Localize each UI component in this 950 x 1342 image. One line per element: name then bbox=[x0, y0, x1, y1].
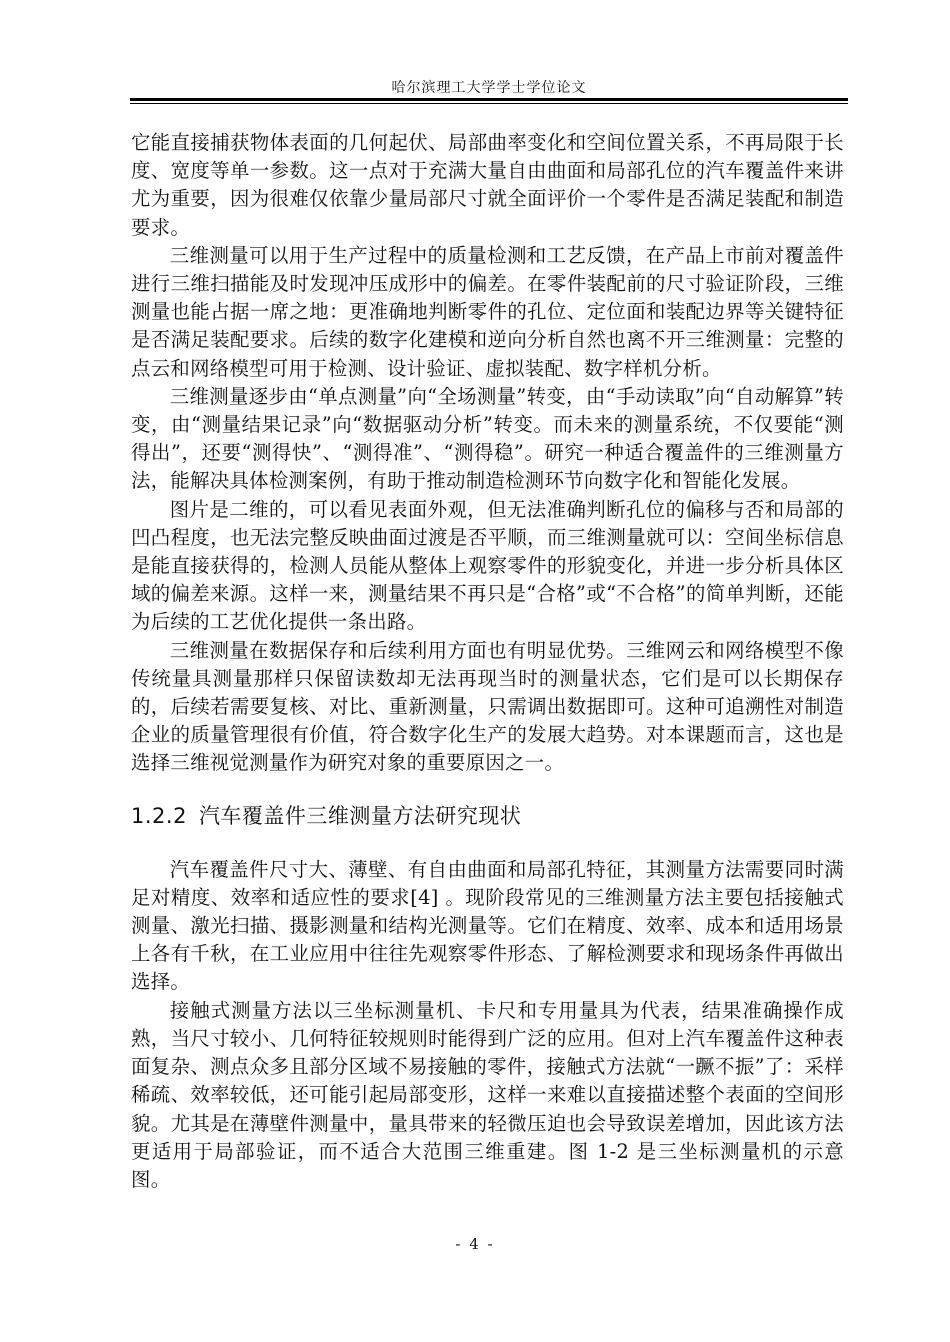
section-title: 汽车覆盖件三维测量方法研究现状 bbox=[198, 803, 522, 828]
section-heading bbox=[131, 800, 844, 830]
paragraph: 三维测量可以用于生产过程中的质量检测和工艺反馈，在产品上市前对覆盖件进行三维扫描能及时发现冲压成形中的偏差。在零件装配前的尺寸验证阶段，三维测量也能占据一席之地：更准确地判断零件的孔位、定位面和装配边界等关键特征是否满足装配要求。后续的数字化建模和逆向分析自然也离不开三维测量：完整的点云和网络模型可用于检测、设计验证、虚拟装配、数字样机分析。 bbox=[131, 243, 844, 380]
paragraph: 汽车覆盖件尺寸大、薄壁、有自由曲面和局部孔特征，其测量方法需要同时满足对精度、效率和适应性的要求[4] 。现阶段常见的三维测量方法主要包括接触式测量、激光扫描、摄影测量和结构光测量等。它们在精度、效率、成本和适用场景上各有千秋，在工业应用中往往先观察零件形态、了解检测要求和现场条件再做出选择。 bbox=[131, 857, 844, 994]
header-rule-thin bbox=[130, 103, 848, 104]
paragraph: 图片是二维的，可以看见表面外观，但无法准确判断孔位的偏移与否和局部的凹凸程度，也无法完整反映曲面过渡是否平顺，而三维测量就可以：空间坐标信息是能直接获得的，检测人员能从整体上观察零件的形貌变化，并进一步分析具体区域的偏差来源。这样一来，测量结果不再只是“合格”或“不合格”的简单判断，还能为后续的工艺优化提供一条出路。 bbox=[131, 497, 844, 634]
paragraph: 三维测量在数据保存和后续利用方面也有明显优势。三维网云和网络模型不像传统量具测量那样只保留读数却无法再现当时的测量状态，它们是可以长期保存的，后续若需要复核、对比、重新测量，只需调出数据即可。这种可追溯性对制造企业的质量管理很有价值，符合数字化生产的发展大趋势。对本课题而言，这也是选择三维视觉测量作为研究对象的重要原因之一。 bbox=[131, 638, 844, 775]
paragraph: 它能直接捕获物体表面的几何起伏、局部曲率变化和空间位置关系，不再局限于长度、宽度等单一参数。这一点对于充满大量自由曲面和局部孔位的汽车覆盖件来讲尤为重要，因为很难仅依靠少量局部尺寸就全面评价一个零件是否满足装配和制造要求。 bbox=[131, 131, 844, 239]
page-number: - 4 - bbox=[455, 1235, 495, 1253]
page-body bbox=[131, 129, 844, 1194]
page-header-title: 哈尔滨理工大学学士学位论文 bbox=[391, 80, 587, 96]
header-rule-thick bbox=[130, 98, 848, 101]
paragraph: 三维测量逐步由“单点测量”向“全场测量”转变，由“手动读取”向“自动解算”转变，由“测量结果记录”向“数据驱动分析”转变。而未来的测量系统，不仅要能“测得出”，还要“测得快”、“测得准”、“测得稳”。研究一种适合覆盖件的三维测量方法，能解决具体检测案例，有助于推动制造检测环节向数字化和智能化发展。 bbox=[131, 384, 844, 493]
paragraph: 接触式测量方法以三坐标测量机、卡尺和专用量具为代表，结果准确操作成熟，当尺寸较小、几何特征较规则时能得到广泛的应用。但对上汽车覆盖件这种表面复杂、测点众多且部分区域不易接触的零件，接触式方法就“一蹶不振”了：采样稀疏、效率较低，还可能引起局部变形，这样一来难以直接描述整个表面的空间形貌。尤其是在薄壁件测量中，量具带来的轻微压迫也会导致误差增加，因此该方法更适用于局部验证，而不适合大范围三维重建。图 1-2 是三坐标测量机的示意图。 bbox=[131, 998, 844, 1191]
section-number: 1.2.2 bbox=[131, 803, 187, 828]
